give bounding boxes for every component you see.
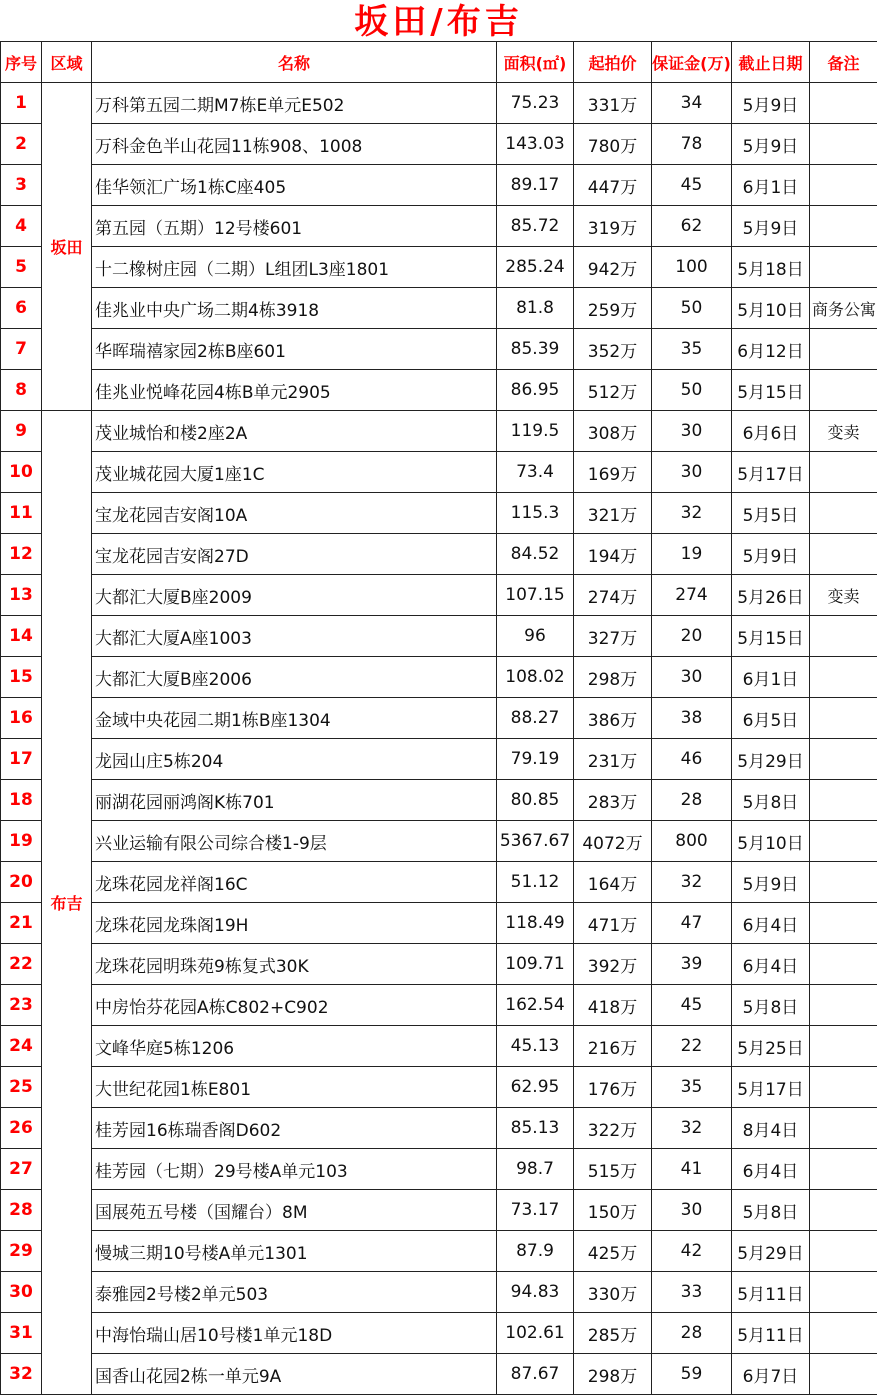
row-deposit: 30	[652, 1190, 732, 1231]
row-deposit: 30	[652, 411, 732, 452]
row-name: 第五园（五期）12号楼601	[92, 206, 497, 247]
row-size: 87.67	[497, 1354, 574, 1395]
row-seq: 10	[1, 452, 42, 493]
row-price: 321万	[574, 493, 652, 534]
row-deposit: 39	[652, 944, 732, 985]
row-price: 418万	[574, 985, 652, 1026]
row-deposit: 32	[652, 862, 732, 903]
row-size: 85.13	[497, 1108, 574, 1149]
table-row	[1, 534, 877, 575]
row-size: 89.17	[497, 165, 574, 206]
row-note	[810, 124, 877, 165]
table-row	[1, 1067, 877, 1108]
row-note: 变卖	[810, 575, 877, 616]
row-deadline: 5月5日	[732, 493, 810, 534]
row-deposit: 30	[652, 452, 732, 493]
row-note	[810, 452, 877, 493]
table-row	[1, 411, 877, 452]
row-name: 大世纪花园1栋E801	[92, 1067, 497, 1108]
row-price: 780万	[574, 124, 652, 165]
table-row	[1, 165, 877, 206]
header-deposit: 保证金(万)	[652, 42, 732, 83]
row-name: 桂芳园（七期）29号楼A单元103	[92, 1149, 497, 1190]
row-seq: 18	[1, 780, 42, 821]
row-price: 298万	[574, 657, 652, 698]
table-row	[1, 616, 877, 657]
row-seq: 8	[1, 370, 42, 411]
header-size: 面积(㎡)	[497, 42, 574, 83]
table-row	[1, 247, 877, 288]
row-note	[810, 944, 877, 985]
row-price: 425万	[574, 1231, 652, 1272]
row-price: 386万	[574, 698, 652, 739]
row-deposit: 32	[652, 493, 732, 534]
row-deposit: 28	[652, 1313, 732, 1354]
header-name: 名称	[92, 42, 497, 83]
row-size: 80.85	[497, 780, 574, 821]
row-size: 79.19	[497, 739, 574, 780]
row-deadline: 5月17日	[732, 1067, 810, 1108]
row-price: 327万	[574, 616, 652, 657]
row-seq: 23	[1, 985, 42, 1026]
row-seq: 19	[1, 821, 42, 862]
row-deadline: 5月25日	[732, 1026, 810, 1067]
row-size: 73.17	[497, 1190, 574, 1231]
row-seq: 11	[1, 493, 42, 534]
row-price: 322万	[574, 1108, 652, 1149]
row-deadline: 6月4日	[732, 1149, 810, 1190]
row-name: 龙珠花园龙珠阁19H	[92, 903, 497, 944]
row-name: 泰雅园2号楼2单元503	[92, 1272, 497, 1313]
row-deposit: 59	[652, 1354, 732, 1395]
auction-table	[0, 41, 877, 1395]
table-row	[1, 780, 877, 821]
table-row	[1, 206, 877, 247]
row-size: 162.54	[497, 985, 574, 1026]
table-row	[1, 1231, 877, 1272]
row-seq: 9	[1, 411, 42, 452]
row-deadline: 6月1日	[732, 657, 810, 698]
row-price: 169万	[574, 452, 652, 493]
row-size: 285.24	[497, 247, 574, 288]
row-size: 85.72	[497, 206, 574, 247]
table-row	[1, 329, 877, 370]
row-size: 86.95	[497, 370, 574, 411]
table-row	[1, 944, 877, 985]
table-row	[1, 1354, 877, 1395]
row-name: 金域中央花园二期1栋B座1304	[92, 698, 497, 739]
row-deadline: 5月11日	[732, 1313, 810, 1354]
table-row	[1, 83, 877, 124]
row-note	[810, 739, 877, 780]
row-deadline: 5月11日	[732, 1272, 810, 1313]
row-deadline: 5月10日	[732, 821, 810, 862]
row-note	[810, 985, 877, 1026]
row-deposit: 35	[652, 329, 732, 370]
row-note	[810, 534, 877, 575]
row-name: 佳兆业悦峰花园4栋B单元2905	[92, 370, 497, 411]
row-deadline: 6月4日	[732, 903, 810, 944]
header-area: 区域	[42, 42, 92, 83]
row-price: 216万	[574, 1026, 652, 1067]
row-deposit: 78	[652, 124, 732, 165]
table-row	[1, 903, 877, 944]
row-deposit: 800	[652, 821, 732, 862]
table-row	[1, 1272, 877, 1313]
row-name: 国展苑五号楼（国耀台）8M	[92, 1190, 497, 1231]
row-price: 150万	[574, 1190, 652, 1231]
table-row	[1, 698, 877, 739]
row-size: 73.4	[497, 452, 574, 493]
row-size: 45.13	[497, 1026, 574, 1067]
row-name: 大都汇大厦B座2009	[92, 575, 497, 616]
row-deadline: 5月8日	[732, 985, 810, 1026]
table-row	[1, 370, 877, 411]
row-name: 佳兆业中央广场二期4栋3918	[92, 288, 497, 329]
row-price: 274万	[574, 575, 652, 616]
row-size: 102.61	[497, 1313, 574, 1354]
row-note	[810, 1190, 877, 1231]
row-price: 512万	[574, 370, 652, 411]
row-seq: 32	[1, 1354, 42, 1395]
row-deposit: 30	[652, 657, 732, 698]
row-deadline: 5月15日	[732, 370, 810, 411]
row-note	[810, 903, 877, 944]
row-deadline: 8月4日	[732, 1108, 810, 1149]
row-deposit: 19	[652, 534, 732, 575]
row-note	[810, 1108, 877, 1149]
row-note	[810, 1026, 877, 1067]
row-note	[810, 780, 877, 821]
row-deadline: 5月29日	[732, 739, 810, 780]
table-row	[1, 1108, 877, 1149]
row-deposit: 47	[652, 903, 732, 944]
row-seq: 22	[1, 944, 42, 985]
row-name: 华晖瑞禧家园2栋B座601	[92, 329, 497, 370]
row-size: 109.71	[497, 944, 574, 985]
row-name: 丽湖花园丽鸿阁K栋701	[92, 780, 497, 821]
row-seq: 24	[1, 1026, 42, 1067]
row-size: 62.95	[497, 1067, 574, 1108]
header-note: 备注	[810, 42, 877, 83]
table-row	[1, 452, 877, 493]
row-size: 143.03	[497, 124, 574, 165]
row-deposit: 62	[652, 206, 732, 247]
row-seq: 21	[1, 903, 42, 944]
row-deposit: 34	[652, 83, 732, 124]
row-name: 文峰华庭5栋1206	[92, 1026, 497, 1067]
row-deadline: 5月17日	[732, 452, 810, 493]
row-note	[810, 1313, 877, 1354]
area-cell: 坂田	[42, 83, 92, 411]
row-note	[810, 657, 877, 698]
row-note	[810, 1231, 877, 1272]
row-deadline: 5月9日	[732, 124, 810, 165]
row-name: 万科第五园二期M7栋E单元E502	[92, 83, 497, 124]
row-deadline: 6月12日	[732, 329, 810, 370]
row-seq: 20	[1, 862, 42, 903]
row-note	[810, 206, 877, 247]
table-row	[1, 288, 877, 329]
row-deposit: 32	[652, 1108, 732, 1149]
row-price: 285万	[574, 1313, 652, 1354]
row-seq: 12	[1, 534, 42, 575]
row-seq: 16	[1, 698, 42, 739]
table-row	[1, 739, 877, 780]
row-price: 308万	[574, 411, 652, 452]
row-size: 108.02	[497, 657, 574, 698]
row-size: 96	[497, 616, 574, 657]
row-name: 中房怡芬花园A栋C802+C902	[92, 985, 497, 1026]
table-row	[1, 985, 877, 1026]
row-deposit: 46	[652, 739, 732, 780]
row-note	[810, 165, 877, 206]
row-size: 51.12	[497, 862, 574, 903]
row-deadline: 5月9日	[732, 206, 810, 247]
row-size: 81.8	[497, 288, 574, 329]
header-row	[1, 42, 877, 83]
row-name: 中海怡瑞山居10号楼1单元18D	[92, 1313, 497, 1354]
row-deposit: 50	[652, 288, 732, 329]
row-seq: 28	[1, 1190, 42, 1231]
row-price: 331万	[574, 83, 652, 124]
row-deposit: 45	[652, 165, 732, 206]
table-row	[1, 124, 877, 165]
row-size: 115.3	[497, 493, 574, 534]
row-size: 88.27	[497, 698, 574, 739]
row-name: 桂芳园16栋瑞香阁D602	[92, 1108, 497, 1149]
row-note	[810, 247, 877, 288]
row-name: 茂业城花园大厦1座1C	[92, 452, 497, 493]
row-size: 94.83	[497, 1272, 574, 1313]
row-name: 龙珠花园明珠苑9栋复式30K	[92, 944, 497, 985]
row-price: 319万	[574, 206, 652, 247]
row-name: 龙园山庄5栋204	[92, 739, 497, 780]
row-price: 4072万	[574, 821, 652, 862]
row-deadline: 5月26日	[732, 575, 810, 616]
row-size: 75.23	[497, 83, 574, 124]
row-price: 283万	[574, 780, 652, 821]
row-seq: 25	[1, 1067, 42, 1108]
row-size: 118.49	[497, 903, 574, 944]
row-deadline: 6月4日	[732, 944, 810, 985]
row-deposit: 274	[652, 575, 732, 616]
row-size: 84.52	[497, 534, 574, 575]
table-row	[1, 493, 877, 534]
row-deadline: 5月8日	[732, 780, 810, 821]
row-size: 98.7	[497, 1149, 574, 1190]
row-name: 大都汇大厦B座2006	[92, 657, 497, 698]
row-deadline: 6月5日	[732, 698, 810, 739]
row-seq: 1	[1, 83, 42, 124]
row-seq: 4	[1, 206, 42, 247]
row-name: 慢城三期10号楼A单元1301	[92, 1231, 497, 1272]
table-row	[1, 862, 877, 903]
row-seq: 29	[1, 1231, 42, 1272]
row-note	[810, 1067, 877, 1108]
row-name: 国香山花园2栋一单元9A	[92, 1354, 497, 1395]
row-seq: 7	[1, 329, 42, 370]
row-price: 330万	[574, 1272, 652, 1313]
row-seq: 30	[1, 1272, 42, 1313]
table-body	[1, 83, 877, 1395]
row-price: 942万	[574, 247, 652, 288]
row-price: 259万	[574, 288, 652, 329]
row-price: 298万	[574, 1354, 652, 1395]
row-note	[810, 1354, 877, 1395]
row-name: 大都汇大厦A座1003	[92, 616, 497, 657]
row-seq: 27	[1, 1149, 42, 1190]
row-name: 十二橡树庄园（二期）L组团L3座1801	[92, 247, 497, 288]
row-note	[810, 493, 877, 534]
table-row	[1, 821, 877, 862]
row-size: 119.5	[497, 411, 574, 452]
row-deposit: 22	[652, 1026, 732, 1067]
row-price: 447万	[574, 165, 652, 206]
row-note	[810, 83, 877, 124]
row-name: 茂业城怡和楼2座2A	[92, 411, 497, 452]
row-deadline: 6月1日	[732, 165, 810, 206]
row-note	[810, 862, 877, 903]
row-deadline: 5月18日	[732, 247, 810, 288]
row-seq: 13	[1, 575, 42, 616]
row-seq: 17	[1, 739, 42, 780]
row-note	[810, 329, 877, 370]
row-deadline: 5月9日	[732, 83, 810, 124]
row-price: 194万	[574, 534, 652, 575]
table-row	[1, 1313, 877, 1354]
row-deposit: 28	[652, 780, 732, 821]
row-price: 471万	[574, 903, 652, 944]
table-row	[1, 1190, 877, 1231]
row-size: 107.15	[497, 575, 574, 616]
table-row	[1, 657, 877, 698]
row-deadline: 5月29日	[732, 1231, 810, 1272]
row-seq: 15	[1, 657, 42, 698]
table-row	[1, 1149, 877, 1190]
table-row	[1, 1026, 877, 1067]
row-name: 龙珠花园龙祥阁16C	[92, 862, 497, 903]
row-seq: 2	[1, 124, 42, 165]
row-seq: 14	[1, 616, 42, 657]
row-seq: 6	[1, 288, 42, 329]
header-deadline: 截止日期	[732, 42, 810, 83]
row-note	[810, 821, 877, 862]
row-price: 515万	[574, 1149, 652, 1190]
row-name: 宝龙花园吉安阁27D	[92, 534, 497, 575]
row-price: 176万	[574, 1067, 652, 1108]
row-deadline: 5月9日	[732, 534, 810, 575]
row-name: 万科金色半山花园11栋908、1008	[92, 124, 497, 165]
row-price: 231万	[574, 739, 652, 780]
row-note: 变卖	[810, 411, 877, 452]
row-price: 164万	[574, 862, 652, 903]
row-note	[810, 370, 877, 411]
row-deadline: 5月9日	[732, 862, 810, 903]
row-deadline: 5月8日	[732, 1190, 810, 1231]
row-deadline: 5月10日	[732, 288, 810, 329]
header-price: 起拍价	[574, 42, 652, 83]
row-seq: 31	[1, 1313, 42, 1354]
row-deadline: 6月6日	[732, 411, 810, 452]
area-cell: 布吉	[42, 411, 92, 1395]
row-seq: 3	[1, 165, 42, 206]
row-note	[810, 1272, 877, 1313]
header-seq: 序号	[1, 42, 42, 83]
row-name: 宝龙花园吉安阁10A	[92, 493, 497, 534]
row-deadline: 6月7日	[732, 1354, 810, 1395]
row-name: 兴业运输有限公司综合楼1-9层	[92, 821, 497, 862]
page-title: 坂田/布吉	[0, 0, 877, 42]
row-note	[810, 698, 877, 739]
row-deadline: 5月15日	[732, 616, 810, 657]
row-note: 商务公寓	[810, 288, 877, 329]
row-name: 佳华领汇广场1栋C座405	[92, 165, 497, 206]
row-size: 85.39	[497, 329, 574, 370]
table-row	[1, 575, 877, 616]
row-deposit: 38	[652, 698, 732, 739]
row-seq: 5	[1, 247, 42, 288]
row-deposit: 20	[652, 616, 732, 657]
row-seq: 26	[1, 1108, 42, 1149]
row-note	[810, 1149, 877, 1190]
row-note	[810, 616, 877, 657]
row-price: 392万	[574, 944, 652, 985]
row-deposit: 41	[652, 1149, 732, 1190]
row-deposit: 35	[652, 1067, 732, 1108]
row-size: 5367.67	[497, 821, 574, 862]
row-deposit: 45	[652, 985, 732, 1026]
row-price: 352万	[574, 329, 652, 370]
row-deposit: 100	[652, 247, 732, 288]
row-deposit: 33	[652, 1272, 732, 1313]
row-size: 87.9	[497, 1231, 574, 1272]
row-deposit: 42	[652, 1231, 732, 1272]
row-deposit: 50	[652, 370, 732, 411]
